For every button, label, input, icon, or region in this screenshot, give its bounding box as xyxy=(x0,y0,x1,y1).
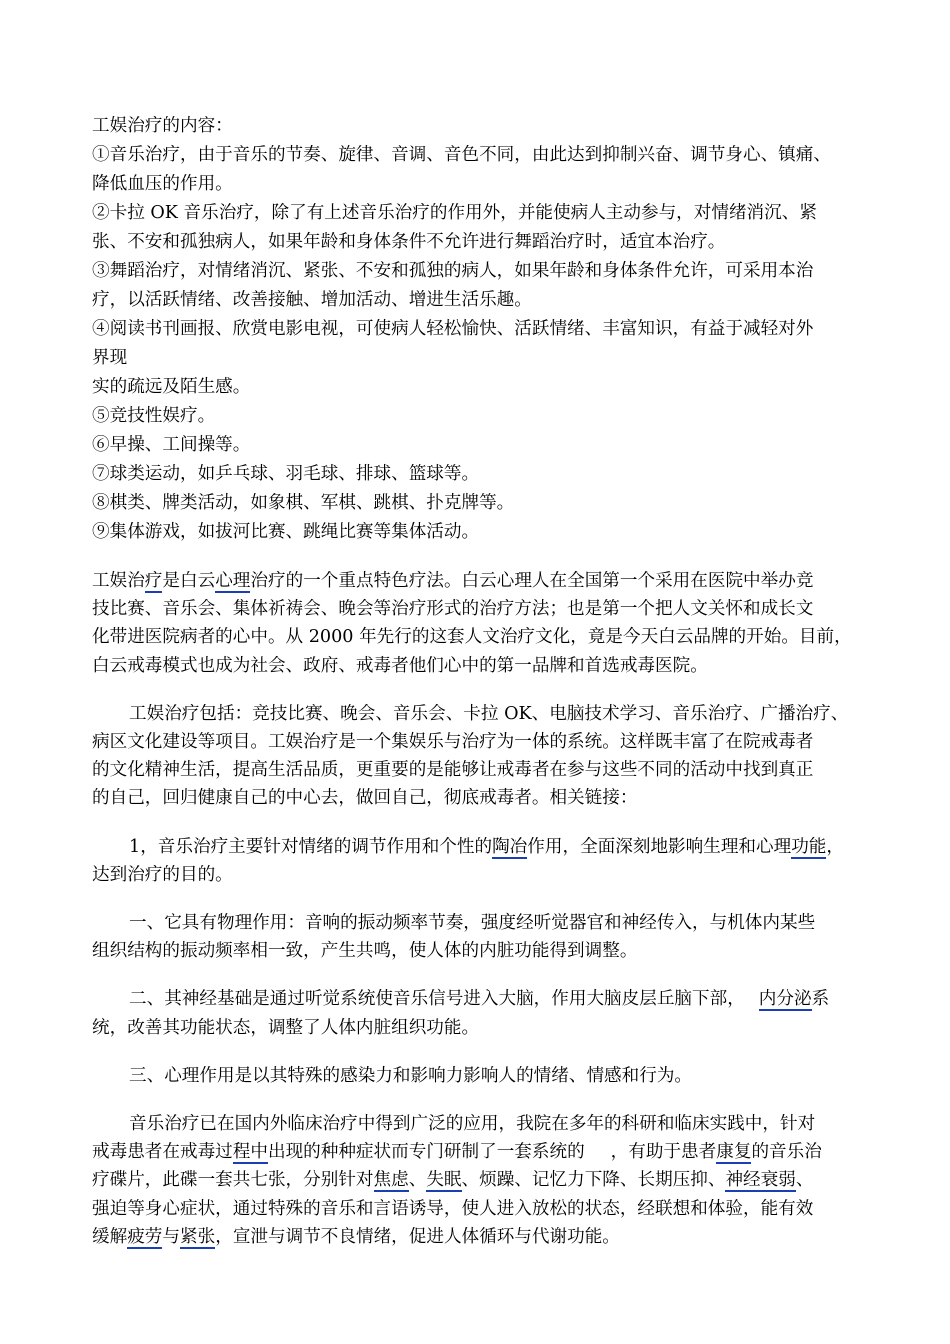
list-line: 疗，以活跃情绪、改善接触、增加活动、增进生活乐趣。 xyxy=(92,290,532,310)
list-line: ⑥早操、工间操等。 xyxy=(92,435,251,455)
paragraph-line: 技比赛、音乐会、集体祈祷会、晚会等治疗形式的治疗方法；也是第一个把人文关怀和成长文 xyxy=(92,599,814,620)
list-line: ①音乐治疗，由于音乐的节奏、旋律、音调、音色不同，由此达到抑制兴奋、调节身心、镇痛、 xyxy=(92,145,831,165)
list-line: ⑦球类运动，如乒乓球、羽毛球、排球、篮球等。 xyxy=(92,464,480,484)
paragraph-line: 1，音乐治疗主要针对情绪的调节作用和个性的陶冶作用，全面深刻地影响生理和心理功能， xyxy=(129,836,845,857)
paragraph-line: 疗碟片，此碟一套共七张，分别针对焦虑、失眠、烦躁、记忆力下降、长期压抑、神经衰弱、 xyxy=(92,1170,814,1191)
paragraph-psych xyxy=(92,1062,882,1090)
list-line: ④阅读书刊画报、欣赏电影电视，可使病人轻松愉快、活跃情绪、丰富知识，有益于减轻对外 xyxy=(92,319,814,339)
paragraph-music-1 xyxy=(92,833,882,889)
paragraph-line: 的文化精神生活，提高生活品质，更重要的是能够让戒毒者在参与这些不同的活动中找到真正 xyxy=(92,760,814,781)
list-line: 降低血压的作用。 xyxy=(92,174,233,194)
list-line: ②卡拉 OK 音乐治疗，除了有上述音乐治疗的作用外，并能使病人主动参与，对情绪消沉、紧 xyxy=(92,203,817,223)
list-line: ⑧棋类、牌类活动，如象棋、军棋、跳棋、扑克牌等。 xyxy=(92,493,515,513)
paragraph-line: 白云戒毒模式也成为社会、政府、戒毒者他们心中的第一品牌和首选戒毒医院。 xyxy=(92,655,708,676)
paragraph-includes xyxy=(92,700,882,813)
list-line: 实的疏远及陌生感。 xyxy=(92,377,251,397)
link-pilao[interactable]: 疲劳 xyxy=(127,1226,163,1247)
paragraph-line: 三、心理作用是以其特殊的感染力和影响力影响人的情绪、情感和行为。 xyxy=(129,1065,693,1086)
link-shenjingshuairuo[interactable]: 神经衰弱 xyxy=(725,1170,796,1191)
paragraph-line: 化带进医院病者的心中。从 2000 年先行的这套人文治疗文化，竟是今天白云品牌的开始。目前， xyxy=(92,627,852,648)
list-line: ⑤竞技性娱疗。 xyxy=(92,406,216,426)
paragraph-clinical xyxy=(92,1110,882,1251)
link-chengzhong[interactable]: 程中 xyxy=(232,1142,268,1163)
paragraph-line: 戒毒患者在戒毒过程中出现的种种症状而专门研制了一套系统的 ，有助于患者康复的音乐治 xyxy=(92,1142,822,1163)
link-liao[interactable]: 疗 xyxy=(144,571,163,591)
therapy-list xyxy=(92,141,882,547)
paragraph-line: 缓解疲劳与紧张，宣泄与调节不良情绪，促进人体循环与代谢功能。 xyxy=(92,1226,620,1247)
list-line: ③舞蹈治疗，对情绪消沉、紧张、不安和孤独的病人，如果年龄和身体条件允许，可采用本治 xyxy=(92,261,814,281)
link-jinzhang[interactable]: 紧张 xyxy=(180,1226,216,1247)
section-heading: 工娱治疗的内容： xyxy=(92,116,233,136)
link-jiaolv[interactable]: 焦虑 xyxy=(373,1170,409,1191)
paragraph-line: 组织结构的振动频率相一致，产生共鸣，使人体的内脏功能得到调整。 xyxy=(92,941,638,962)
paragraph-physical xyxy=(92,909,882,965)
link-neifenmi[interactable]: 内分泌 xyxy=(758,989,812,1010)
paragraph-line: 病区文化建设等项目。工娱治疗是一个集娱乐与治疗为一体的系统。这样既丰富了在院戒毒者 xyxy=(92,732,814,753)
paragraph-line: 强迫等身心症状，通过特殊的音乐和言语诱导，使人进入放松的状态，经联想和体验，能有效 xyxy=(92,1198,814,1219)
link-kangfu[interactable]: 康复 xyxy=(716,1142,752,1163)
paragraph-line: 的自己，回归健康自己的中心去，做回自己，彻底戒毒者。相关链接： xyxy=(92,788,638,809)
paragraph-line: 一、它具有物理作用：音响的振动频率节奏，强度经听觉器官和神经传入，与机体内某些 xyxy=(129,913,816,934)
list-line: 张、不安和孤独病人，如果年龄和身体条件不允许进行舞蹈治疗时，适宜本治疗。 xyxy=(92,232,726,252)
paragraph-line: 音乐治疗已在国内外临床治疗中得到广泛的应用，我院在多年的科研和临床实践中，针对 xyxy=(129,1114,816,1135)
paragraph-line: 二、其神经基础是通过听觉系统使音乐信号进入大脑，作用大脑皮层丘脑下部， 内分泌系 xyxy=(129,989,830,1010)
paragraph-neural xyxy=(92,985,882,1041)
link-taoye[interactable]: 陶冶 xyxy=(492,836,528,857)
document-body xyxy=(92,112,882,1251)
paragraph-line: 达到治疗的目的。 xyxy=(92,864,233,885)
paragraph-line: 工娱治疗包括：竞技比赛、晚会、音乐会、卡拉 OK、电脑技术学习、音乐治疗、广播治疗、 xyxy=(129,703,849,724)
list-line: ⑨集体游戏，如拔河比赛、跳绳比赛等集体活动。 xyxy=(92,522,480,542)
paragraph-line: 工娱治疗是白云心理治疗的一个重点特色疗法。白云心理人在全国第一个采用在医院中举办竞 xyxy=(92,571,814,591)
link-gongneng[interactable]: 功能 xyxy=(791,836,827,857)
link-shimian[interactable]: 失眠 xyxy=(426,1170,462,1191)
paragraph-line: 统，改善其功能状态，调整了人体内脏组织功能。 xyxy=(92,1017,480,1038)
list-line: 界现 xyxy=(92,348,128,368)
paragraph-intro xyxy=(92,567,882,680)
link-xinli[interactable]: 心理 xyxy=(215,571,251,591)
